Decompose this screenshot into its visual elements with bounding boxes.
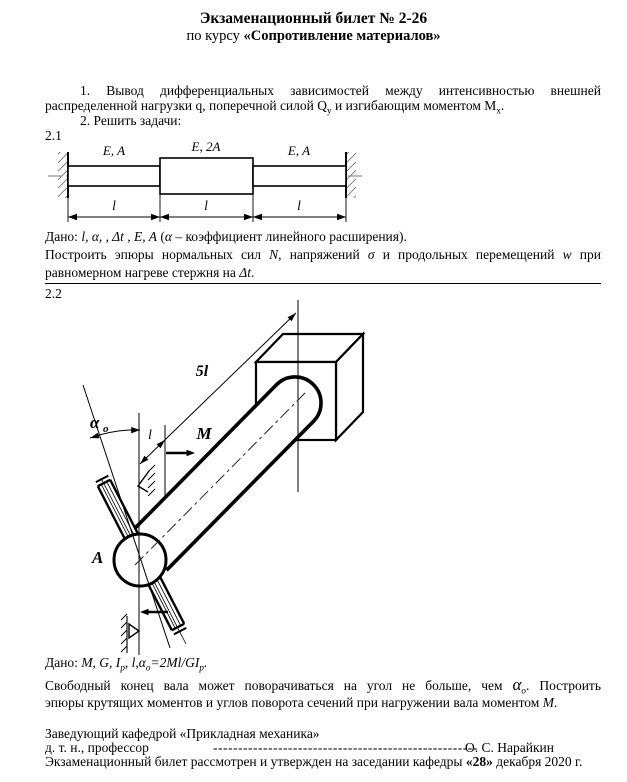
problem-2-2-label: 2.2: [45, 286, 62, 301]
dimension-line: [68, 214, 346, 220]
section-divider: [45, 283, 601, 284]
problem-2-1-given: Дано: l, α, , Δt , E, A (α – коэффициент линейного расширения).: [45, 229, 407, 244]
rod-label-right: E, A: [287, 143, 311, 158]
task-1-line-2: распределенной нагрузки q, поперечной силой $Q_y$ и изгибающим моментом $M_x$.: [45, 98, 505, 116]
lower-stop-support: [121, 614, 139, 653]
problem-2-2-task-line-1: Свободный конец вала может поворачиваться на угол не больше, чем $\alpha_о$. Построить: [45, 675, 601, 696]
footer-degree-title: д. т. н., профессор: [45, 740, 149, 755]
signature-line: -----------------------------------------------------: [213, 740, 478, 755]
rod-segment-middle: [160, 158, 253, 194]
footer-head-name: О. С. Нарайкин: [465, 740, 554, 755]
dim-label-2: l: [204, 198, 208, 213]
footer-department-head: Заведующий кафедрой «Прикладная механика»: [45, 726, 320, 741]
problem-2-1-label: 2.1: [45, 128, 62, 143]
problem-2-2-given: Дано: M, G, $I_p$, $l,\alpha_o=2Ml/GI_p$.: [45, 655, 208, 673]
course-subtitle: [0, 28, 627, 45]
problem-2-1-task-line-2: равномерном нагреве стержня на Δt.: [45, 265, 255, 280]
rod-diagram: [40, 138, 380, 232]
problem-2-2-task-line-2: эпюры крутящих моментов и углов поворота сечений при нагружении вала моментом M.: [45, 695, 558, 710]
task-1-line-1: 1. Вывод дифференциальных зависимостей между интенсивностью внешней: [80, 83, 601, 98]
dim-label-1: l: [112, 198, 116, 213]
rod-label-middle: E, 2A: [191, 139, 221, 154]
course-subtitle-name: «Сопротивление материалов»: [243, 28, 441, 44]
footer-approval: Экзаменационный билет рассмотрен и утвержден на заседании кафедры «28» декабря 2020 г.: [45, 754, 583, 769]
moment-arrow: [166, 450, 195, 457]
rod-segment-left: [68, 166, 160, 186]
upper-stop-support: [138, 465, 155, 496]
left-wall: [58, 152, 68, 198]
right-wall: [346, 152, 356, 198]
shaft-centerline: [135, 390, 308, 565]
problem-2-1-task-line-1: Построить эпюры нормальных сил N, напряжений σ и продольных перемещений w при: [45, 247, 601, 262]
rod-segment-right: [253, 166, 346, 186]
label-alpha-subscript: o: [103, 423, 109, 435]
label-alpha: α: [90, 413, 100, 432]
task-2-heading: 2. Решить задачи:: [80, 113, 182, 128]
exam-title: Экзаменационный билет № 2-26: [199, 10, 428, 27]
shaft-diagram: [40, 300, 420, 658]
label-l: l: [148, 428, 152, 443]
rod-label-left: E, A: [102, 143, 126, 158]
dim-label-3: l: [297, 198, 301, 213]
label-point-a: A: [92, 548, 104, 567]
label-5l: 5l: [195, 363, 209, 380]
label-moment-m: M: [196, 424, 212, 443]
course-subtitle-prefix: по курсу: [186, 28, 244, 44]
